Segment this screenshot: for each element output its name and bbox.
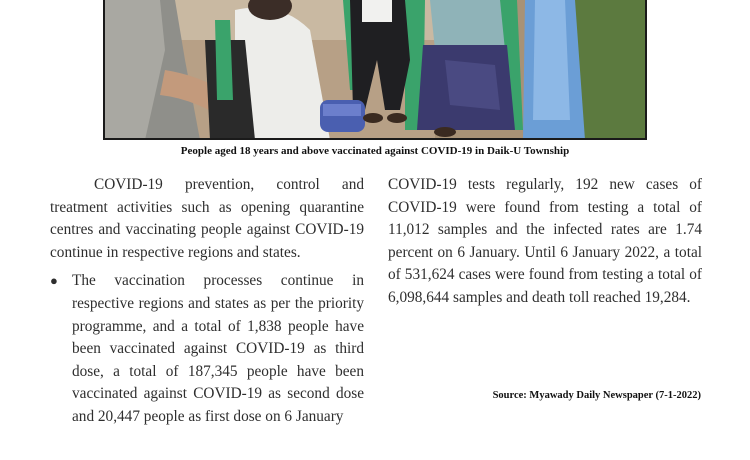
bullet-list xyxy=(50,270,364,428)
intro-paragraph: COVID-19 prevention, control and treatment activities such as opening quarantine centres and vaccinating people against COVID-19 continue in respective regions and states. xyxy=(50,176,364,261)
bullet-dot-icon: ● xyxy=(50,273,58,289)
vaccination-scene-illustration xyxy=(105,0,647,140)
bullet-item xyxy=(50,270,364,428)
source-credit: Source: Myawady Daily Newspaper (7-1-2022) xyxy=(492,390,701,401)
news-photo xyxy=(103,0,647,140)
photo-caption: People aged 18 years and above vaccinated against COVID-19 in Daik-U Township xyxy=(180,145,570,157)
right-paragraph: COVID-19 tests regularly, 192 new cases of COVID-19 were found from testing a total of 11,012 samples and the infected rates are 1.74 percent on 6 January. Until 6 January 2022, a total of 531,624 cases were found from testing a total of 6,098,644 samples and death toll reached 19,284. xyxy=(388,176,702,306)
bullet-text: The vaccination processes continue in respective regions and states as per the priority programme, and a total of 1,838 people have been vaccinated against COVID-19 as third dose, a total of 187,345 people have been vaccinated against COVID-19 as second dose and 20,447 people as first dose on 6 January xyxy=(72,272,364,425)
left-column xyxy=(50,174,364,429)
right-column xyxy=(388,174,702,310)
